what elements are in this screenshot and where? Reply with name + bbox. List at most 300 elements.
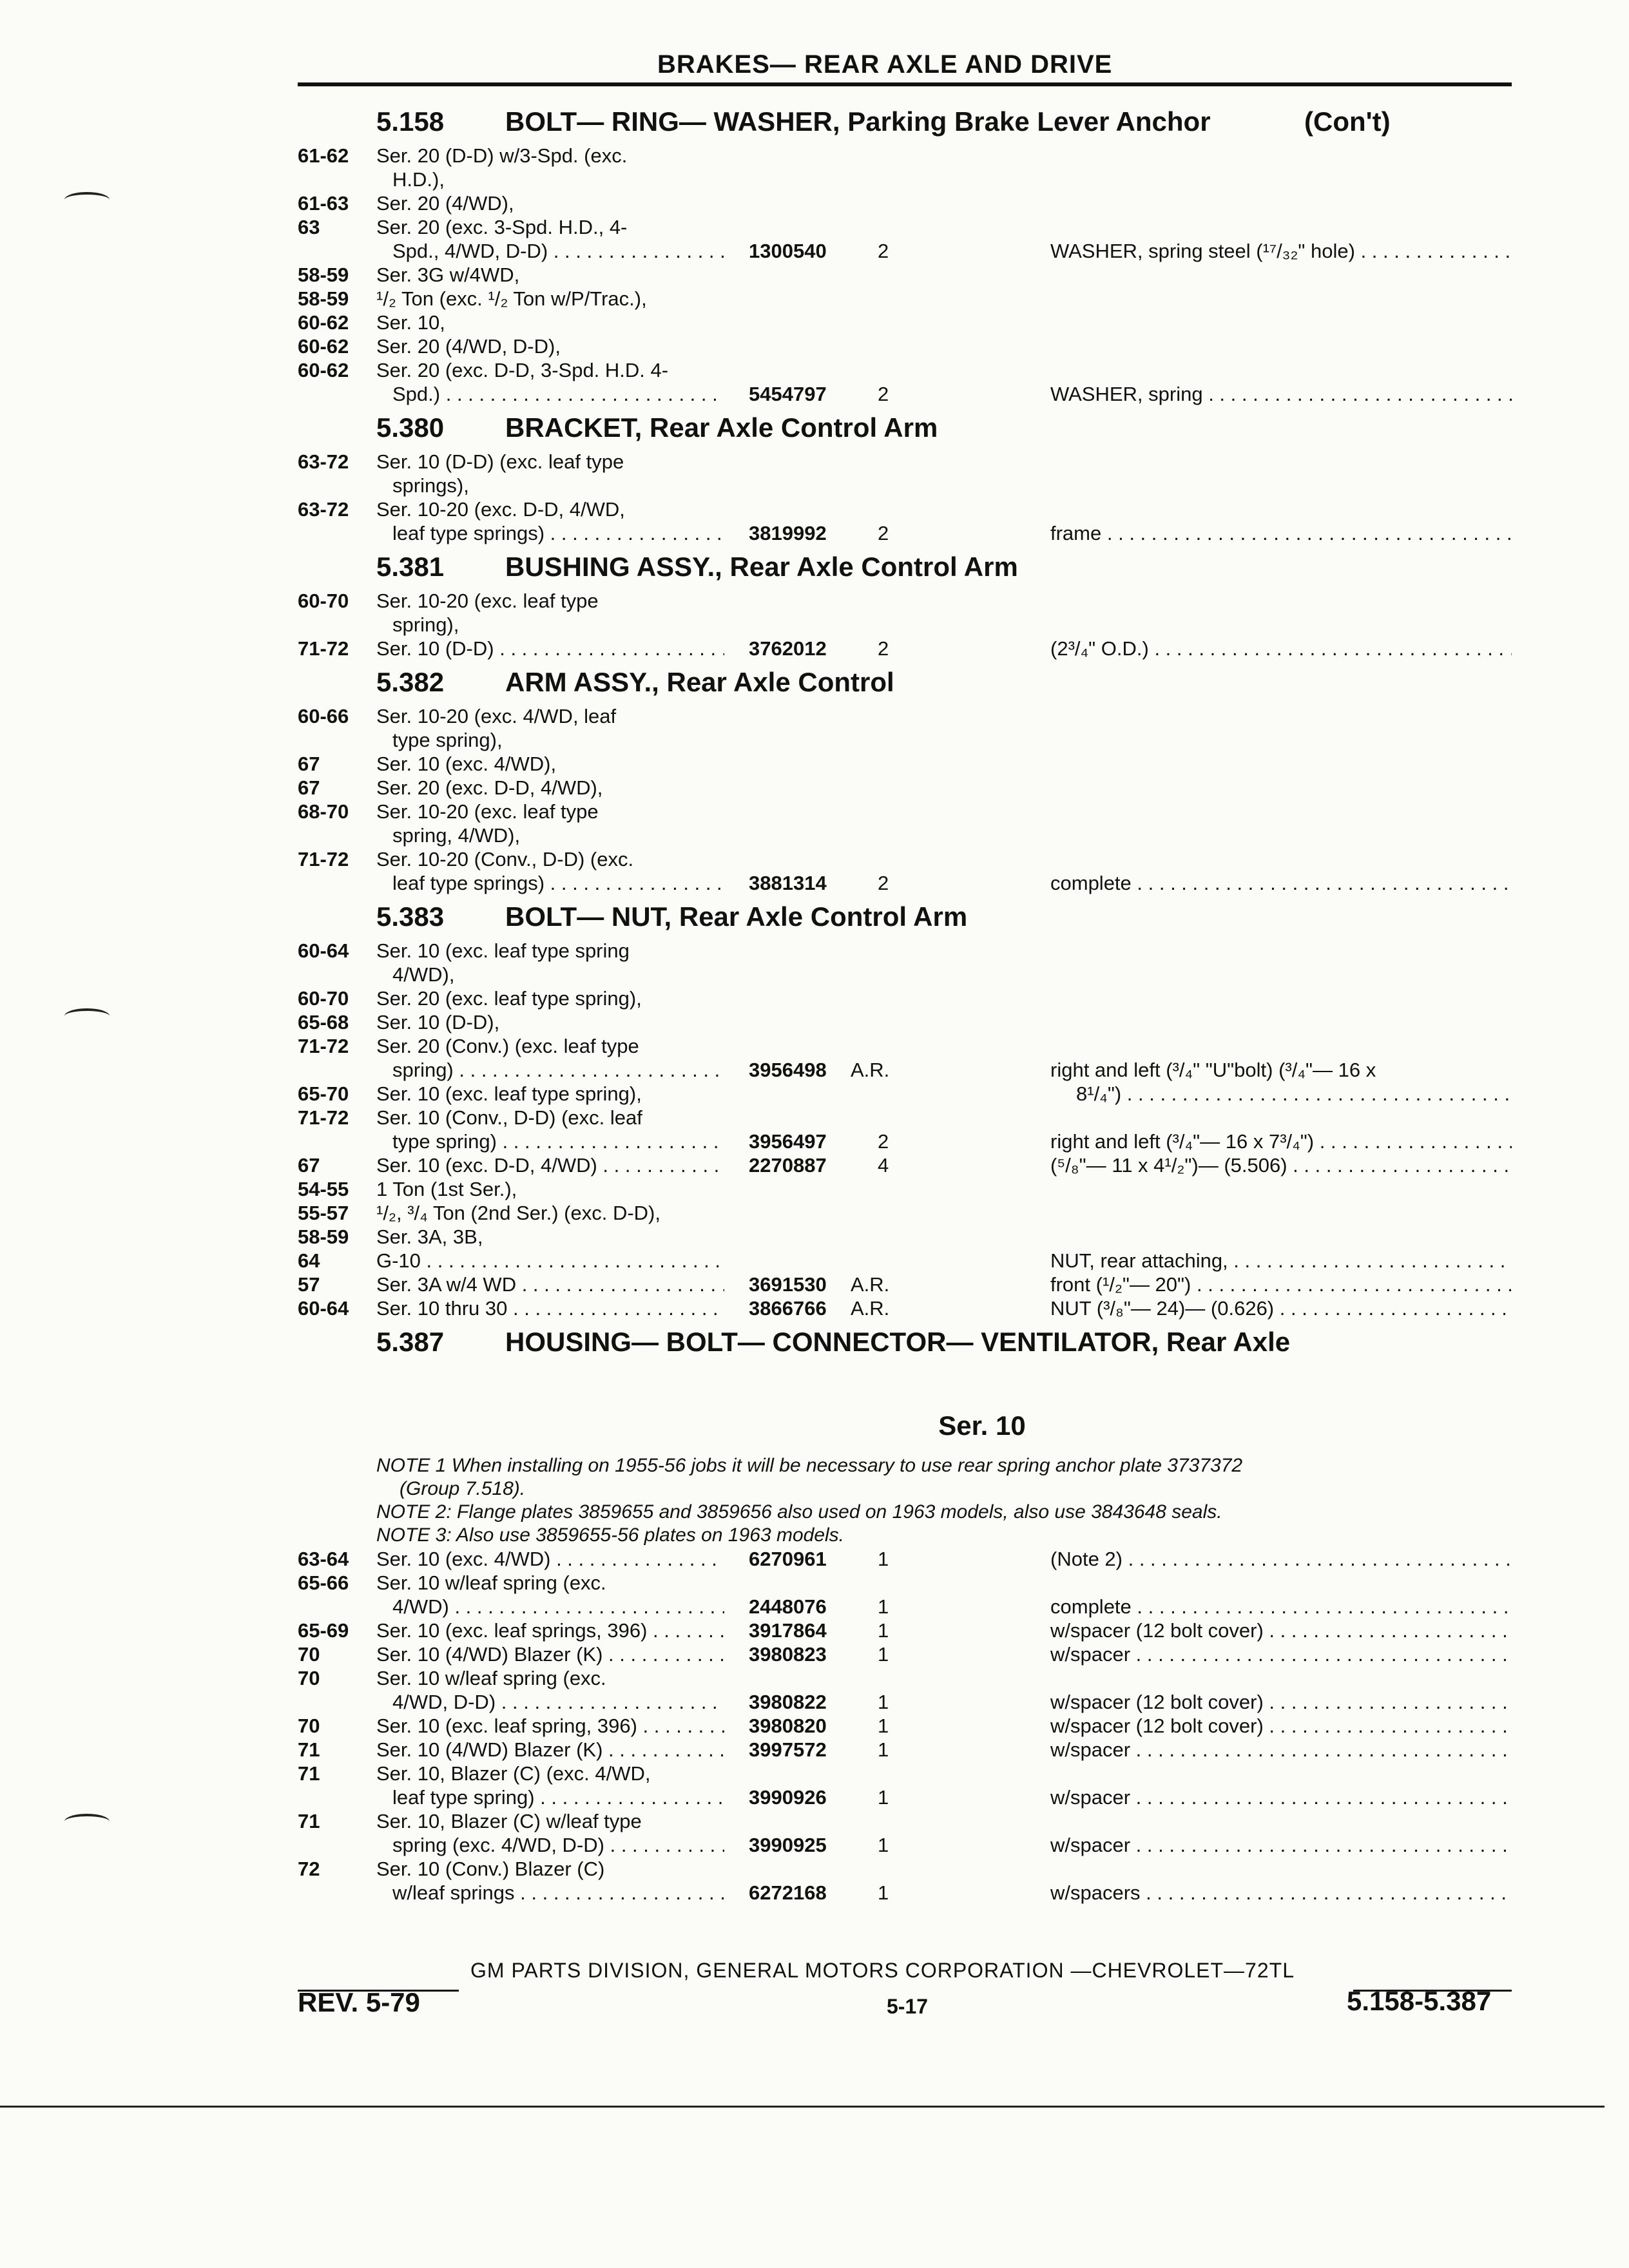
- application-description: [376, 1619, 724, 1642]
- remarks: [1050, 1153, 1512, 1177]
- parts-section: [298, 895, 1512, 1320]
- remark-line: w/spacer (12 bolt cover) . . .: [1050, 1714, 1512, 1738]
- description-line: Ser. 20 (exc. D-D, 3-Spd. H.D. 4-: [376, 359, 669, 381]
- table-row: [298, 847, 1512, 895]
- part-number: 2270887: [749, 1154, 827, 1177]
- remark-line: w/spacer . . .: [1050, 1833, 1512, 1857]
- application-description: [376, 1642, 724, 1666]
- section-title: [298, 406, 1512, 450]
- description-line: 4/WD, D-D) . . .: [376, 1690, 724, 1714]
- description-line: leaf type springs) . . .: [376, 871, 724, 895]
- table-row: [298, 1249, 1512, 1273]
- description-line: Ser. 10 (exc. leaf spring, 396) . . .: [376, 1714, 724, 1738]
- application-description: [376, 1249, 724, 1273]
- quantity: 1: [878, 1595, 889, 1618]
- model-years: 64: [298, 1249, 320, 1272]
- remarks: [1050, 1619, 1512, 1642]
- application-description: [376, 215, 724, 263]
- description-line: Ser. 20 (4/WD),: [376, 192, 514, 215]
- application-description: [376, 1106, 724, 1153]
- table-row: [298, 1010, 1512, 1034]
- description-line: Ser. 10 (exc. leaf type spring),: [376, 1082, 642, 1105]
- model-years: 60-70: [298, 987, 349, 1010]
- part-number: 3997572: [749, 1738, 827, 1761]
- model-years: 68-70: [298, 800, 349, 823]
- parts-section: [298, 406, 1512, 545]
- table-row: [298, 311, 1512, 334]
- quantity: 1: [878, 1834, 889, 1856]
- section-name: BRACKET, Rear Axle Control Arm: [505, 412, 938, 443]
- part-number: 6272168: [749, 1881, 827, 1904]
- description-line: Ser. 10-20 (Conv., D-D) (exc.: [376, 848, 634, 870]
- description-line: Ser. 10 (D-D) . . .: [376, 637, 724, 660]
- application-description: [376, 287, 724, 311]
- remark-line: complete . . .: [1050, 871, 1512, 895]
- application-description: [376, 589, 724, 637]
- model-years: 65-69: [298, 1619, 349, 1642]
- part-number: 3956498: [749, 1059, 827, 1081]
- description-line: Ser. 10 (exc. D-D, 4/WD) . . .: [376, 1153, 724, 1177]
- model-years: 60-62: [298, 335, 349, 358]
- remark-line: NUT (³/₈"— 24)— (0.626) . . .: [1050, 1296, 1512, 1320]
- model-years: 72: [298, 1858, 320, 1880]
- description-line: Ser. 20 (exc. D-D, 4/WD),: [376, 776, 603, 799]
- model-years: 70: [298, 1667, 320, 1689]
- model-years: 65-68: [298, 1011, 349, 1033]
- table-row: [298, 1106, 1512, 1153]
- description-line: Ser. 10-20 (exc. leaf type: [376, 800, 599, 823]
- series-subheading: Ser. 10: [938, 1410, 1026, 1441]
- parts-section: [298, 1320, 1512, 1905]
- description-line: Ser. 10 (D-D) (exc. leaf type: [376, 450, 624, 473]
- application-description: [376, 752, 724, 776]
- application-description: [376, 1296, 724, 1320]
- part-number: 3881314: [749, 872, 827, 894]
- table-row: [298, 144, 1512, 191]
- quantity: A.R.: [851, 1059, 890, 1081]
- application-description: [376, 776, 724, 800]
- section-title: [298, 895, 1512, 939]
- footer-section-range: 5.158-5.387: [1347, 1986, 1492, 2016]
- section-title: [298, 660, 1512, 704]
- application-description: [376, 1225, 724, 1249]
- table-row: [298, 1619, 1512, 1642]
- part-number: 3980823: [749, 1643, 827, 1666]
- application-description: [376, 1201, 724, 1225]
- quantity: 2: [878, 872, 889, 894]
- model-years: 67: [298, 1154, 320, 1177]
- table-row: [298, 704, 1512, 752]
- section-title: [298, 545, 1512, 589]
- description-line: Ser. 20 (Conv.) (exc. leaf type: [376, 1035, 639, 1057]
- description-line: Ser. 20 (D-D) w/3-Spd. (exc.: [376, 144, 628, 167]
- section-number: 5.158: [376, 106, 445, 137]
- remark-line: w/spacer (12 bolt cover) . . .: [1050, 1619, 1512, 1642]
- description-line: Ser. 10 (4/WD) Blazer (K) . . .: [376, 1738, 724, 1762]
- remarks: [1050, 521, 1512, 545]
- note-line: (Group 7.518).: [400, 1478, 526, 1499]
- application-description: [376, 497, 724, 545]
- section-number: 5.381: [376, 552, 445, 582]
- remarks: [1050, 1714, 1512, 1738]
- remarks: [1050, 239, 1512, 263]
- description-line: 1 Ton (1st Ser.),: [376, 1178, 517, 1200]
- description-line: H.D.),: [392, 168, 445, 191]
- model-years: 61-62: [298, 144, 349, 167]
- quantity: 2: [878, 1130, 889, 1153]
- application-description: [376, 1547, 724, 1571]
- quantity: 1: [878, 1643, 889, 1666]
- note-line: NOTE 1 When installing on 1955-56 jobs it will be necessary to use rear spring anchor plate 3737372: [376, 1455, 1243, 1476]
- table-row: [298, 1201, 1512, 1225]
- description-line: Ser. 10 w/leaf spring (exc.: [376, 1667, 606, 1689]
- section-name: BOLT— RING— WASHER, Parking Brake Lever Anchor: [505, 106, 1211, 137]
- description-line: Spd., 4/WD, D-D) . . .: [376, 239, 724, 263]
- application-description: [376, 939, 724, 986]
- description-line: Ser. 10 (exc. 4/WD),: [376, 753, 557, 775]
- model-years: 70: [298, 1715, 320, 1737]
- table-row: [298, 334, 1512, 358]
- punch-hole-mark: [64, 1008, 110, 1024]
- model-years: 65-70: [298, 1082, 349, 1105]
- quantity: A.R.: [851, 1273, 890, 1296]
- remark-line: complete . . .: [1050, 1595, 1512, 1619]
- part-number: 3917864: [749, 1619, 827, 1642]
- description-line: Ser. 20 (exc. 3-Spd. H.D., 4-: [376, 216, 628, 238]
- description-line: Ser. 10-20 (exc. leaf type: [376, 590, 599, 612]
- application-description: [376, 263, 724, 287]
- application-description: [376, 847, 724, 895]
- remarks: [1050, 637, 1512, 660]
- punch-hole-mark: [64, 192, 110, 207]
- application-description: [376, 986, 724, 1010]
- table-row: [298, 800, 1512, 847]
- remark-line: right and left (³/₄"— 16 x 7³/₄") . . .: [1050, 1129, 1512, 1153]
- quantity: 1: [878, 1715, 889, 1737]
- model-years: 54-55: [298, 1178, 349, 1200]
- part-number: 5454797: [749, 383, 827, 405]
- quantity: 2: [878, 637, 889, 660]
- description-line: type spring) . . .: [376, 1129, 724, 1153]
- parts-section: [298, 545, 1512, 660]
- description-line: Ser. 10 (Conv.) Blazer (C): [376, 1858, 605, 1880]
- table-row: [298, 497, 1512, 545]
- table-row: [298, 939, 1512, 986]
- quantity: A.R.: [851, 1297, 890, 1320]
- section-name: BUSHING ASSY., Rear Axle Control Arm: [505, 552, 1018, 582]
- part-number: 3990926: [749, 1786, 827, 1809]
- table-row: [298, 1177, 1512, 1201]
- part-number: 2448076: [749, 1595, 827, 1618]
- application-description: [376, 704, 724, 752]
- description-line: Ser. 10,: [376, 311, 445, 334]
- model-years: 71: [298, 1810, 320, 1832]
- remark-line: NUT, rear attaching, . . .: [1050, 1249, 1512, 1273]
- remark-line: w/spacer . . .: [1050, 1642, 1512, 1666]
- footer-corporation: GM PARTS DIVISION, GENERAL MOTORS CORPORATION —CHEVROLET—72TL: [470, 1959, 1295, 1982]
- description-line: Ser. 10-20 (exc. D-D, 4/WD,: [376, 498, 625, 521]
- table-row: [298, 1809, 1512, 1857]
- table-row: [298, 589, 1512, 637]
- table-row: [298, 1666, 1512, 1714]
- model-years: 60-64: [298, 939, 349, 962]
- remarks: [1050, 1273, 1512, 1296]
- description-line: Ser. 10, Blazer (C) w/leaf type: [376, 1810, 642, 1832]
- quantity: 1: [878, 1786, 889, 1809]
- remarks: [1050, 1738, 1512, 1762]
- remarks: [1050, 1595, 1512, 1619]
- part-number: 3762012: [749, 637, 827, 660]
- description-line: Ser. 3A w/4 WD . . .: [376, 1273, 724, 1296]
- application-description: [376, 1177, 724, 1201]
- application-description: [376, 450, 724, 497]
- application-description: [376, 334, 724, 358]
- punch-hole-mark: [64, 1814, 110, 1829]
- quantity: 1: [878, 1548, 889, 1570]
- remarks: [1050, 1642, 1512, 1666]
- description-line: Spd.) . . .: [376, 382, 724, 406]
- quantity: 1: [878, 1738, 889, 1761]
- model-years: 67: [298, 776, 320, 799]
- table-row: [298, 1225, 1512, 1249]
- description-line: G-10 . . .: [376, 1249, 724, 1273]
- model-years: 57: [298, 1273, 320, 1296]
- remarks: [1050, 871, 1512, 895]
- application-description: [376, 1714, 724, 1738]
- page-header: BRAKES— REAR AXLE AND DRIVE: [657, 50, 1113, 79]
- table-row: [298, 358, 1512, 406]
- part-number: 3990925: [749, 1834, 827, 1856]
- footer-page-number: 5-17: [887, 1995, 929, 2018]
- remarks: [1050, 1833, 1512, 1857]
- section-title: [298, 1320, 1512, 1364]
- description-line: leaf type spring) . . .: [376, 1785, 724, 1809]
- description-line: Ser. 3G w/4WD,: [376, 264, 520, 286]
- section-name: ARM ASSY., Rear Axle Control: [505, 667, 894, 697]
- table-row: [298, 1296, 1512, 1320]
- table-row: [298, 1714, 1512, 1738]
- table-row: [298, 450, 1512, 497]
- table-row: [298, 287, 1512, 311]
- note-line: NOTE 3: Also use 3859655-56 plates on 1963 models.: [376, 1524, 845, 1546]
- application-description: [376, 1571, 724, 1619]
- remark-line: frame . . .: [1050, 521, 1512, 545]
- description-line: Ser. 10 (exc. leaf type spring: [376, 939, 630, 962]
- remark-line: right and left (³/₄" "U"bolt) (³/₄"— 16 x: [1050, 1059, 1376, 1081]
- part-number: 3980820: [749, 1715, 827, 1737]
- quantity: 2: [878, 383, 889, 405]
- application-description: [376, 637, 724, 660]
- table-row: [298, 1153, 1512, 1177]
- description-line: Ser. 10-20 (exc. 4/WD, leaf: [376, 705, 617, 727]
- description-line: Ser. 20 (4/WD, D-D),: [376, 335, 561, 358]
- model-years: 63: [298, 216, 320, 238]
- application-description: [376, 144, 724, 191]
- remark-line: front (¹/₂"— 20") . . .: [1050, 1273, 1512, 1296]
- remark-line: w/spacer . . .: [1050, 1785, 1512, 1809]
- remarks: [1050, 1785, 1512, 1809]
- table-row: [298, 1547, 1512, 1571]
- model-years: 65-66: [298, 1571, 349, 1594]
- application-description: [376, 1666, 724, 1714]
- table-row: [298, 215, 1512, 263]
- application-description: [376, 191, 724, 215]
- model-years: 67: [298, 753, 320, 775]
- description-line: Ser. 10 (4/WD) Blazer (K) . . .: [376, 1642, 724, 1666]
- model-years: 60-66: [298, 705, 349, 727]
- description-line: Ser. 10, Blazer (C) (exc. 4/WD,: [376, 1762, 651, 1785]
- application-description: [376, 311, 724, 334]
- description-line: Ser. 10 thru 30 . . .: [376, 1296, 724, 1320]
- quantity: 1: [878, 1619, 889, 1642]
- remark-line: WASHER, spring . . .: [1050, 382, 1512, 406]
- application-description: [376, 1082, 724, 1106]
- table-row: [298, 263, 1512, 287]
- quantity: 2: [878, 240, 889, 262]
- part-number: 3956497: [749, 1130, 827, 1153]
- description-line: spring) . . .: [376, 1058, 724, 1082]
- description-line: 4/WD),: [392, 963, 455, 986]
- table-row: [298, 1571, 1512, 1619]
- application-description: [376, 1762, 724, 1809]
- model-years: 60-62: [298, 311, 349, 334]
- remarks: [1050, 1296, 1512, 1320]
- description-line: Ser. 10 w/leaf spring (exc.: [376, 1571, 606, 1594]
- parts-section: [298, 100, 1512, 406]
- application-description: [376, 1153, 724, 1177]
- model-years: 61-63: [298, 192, 349, 215]
- table-row: [298, 752, 1512, 776]
- model-years: 71: [298, 1762, 320, 1785]
- part-number: 6270961: [749, 1548, 827, 1570]
- description-line: Ser. 10 (D-D),: [376, 1011, 500, 1033]
- remark-line: (Note 2) . . .: [1050, 1547, 1512, 1571]
- remark-line: WASHER, spring steel (¹⁷/₃₂" hole) . . .: [1050, 239, 1512, 263]
- table-row: [298, 191, 1512, 215]
- description-line: springs),: [392, 474, 469, 497]
- description-line: ¹/₂ Ton (exc. ¹/₂ Ton w/P/Trac.),: [376, 287, 647, 310]
- description-line: 4/WD) . . .: [376, 1595, 724, 1619]
- section-number: 5.387: [376, 1327, 445, 1357]
- table-row: [298, 986, 1512, 1010]
- model-years: 71-72: [298, 1106, 349, 1129]
- remark-line: w/spacers . . .: [1050, 1881, 1512, 1905]
- table-row: [298, 1762, 1512, 1809]
- description-line: spring (exc. 4/WD, D-D) . . .: [376, 1833, 724, 1857]
- remark-line: (⁵/₈"— 11 x 4¹/₂")— (5.506) . . .: [1050, 1153, 1512, 1177]
- quantity: 1: [878, 1881, 889, 1904]
- bottom-rule: [0, 2106, 1605, 2108]
- model-years: 71-72: [298, 1035, 349, 1057]
- model-years: 63-72: [298, 450, 349, 473]
- table-row: [298, 1857, 1512, 1905]
- application-description: [376, 800, 724, 847]
- application-description: [376, 1809, 724, 1857]
- parts-section: [298, 660, 1512, 895]
- remarks: [1050, 1129, 1512, 1153]
- quantity: 4: [878, 1154, 889, 1177]
- application-description: [376, 1857, 724, 1905]
- remarks: [1050, 1690, 1512, 1714]
- model-years: 71: [298, 1738, 320, 1761]
- model-years: 71-72: [298, 637, 349, 660]
- part-number: 3980822: [749, 1691, 827, 1713]
- section-number: 5.380: [376, 412, 445, 443]
- description-line: spring, 4/WD),: [392, 824, 521, 847]
- table-row: [298, 1273, 1512, 1296]
- application-description: [376, 1034, 724, 1082]
- remark-line: 8¹/₄") . . .: [1050, 1082, 1512, 1106]
- table-row: [298, 776, 1512, 800]
- application-description: [376, 1273, 724, 1296]
- remarks: [1050, 382, 1512, 406]
- model-years: 71-72: [298, 848, 349, 870]
- model-years: 58-59: [298, 1225, 349, 1248]
- description-line: w/leaf springs . . .: [376, 1881, 724, 1905]
- table-row: [298, 1642, 1512, 1666]
- description-line: leaf type springs) . . .: [376, 521, 724, 545]
- model-years: 60-64: [298, 1297, 349, 1320]
- table-row: [298, 1738, 1512, 1762]
- model-years: 60-70: [298, 590, 349, 612]
- section-name: BOLT— NUT, Rear Axle Control Arm: [505, 901, 968, 932]
- application-description: [376, 1738, 724, 1762]
- remarks: [1050, 1249, 1512, 1273]
- model-years: 60-62: [298, 359, 349, 381]
- quantity: 1: [878, 1691, 889, 1713]
- continued-label: (Con't): [1304, 106, 1391, 137]
- header-rule: [298, 82, 1512, 86]
- description-line: Ser. 10 (exc. 4/WD) . . .: [376, 1547, 724, 1571]
- model-years: 58-59: [298, 264, 349, 286]
- section-title: [298, 100, 1512, 144]
- footer-revision: REV. 5-79: [298, 1987, 420, 2017]
- description-line: spring),: [392, 613, 459, 636]
- table-row: [298, 637, 1512, 660]
- description-line: Ser. 20 (exc. leaf type spring),: [376, 987, 642, 1010]
- notes-block: [376, 1454, 1512, 1547]
- remarks: [1050, 1881, 1512, 1905]
- part-number: 3691530: [749, 1273, 827, 1296]
- remark-line: w/spacer . . .: [1050, 1738, 1512, 1762]
- section-name: HOUSING— BOLT— CONNECTOR— VENTILATOR, Rear Axle: [505, 1327, 1291, 1357]
- parts-listing: [298, 100, 1512, 1905]
- section-number: 5.382: [376, 667, 445, 697]
- section-number: 5.383: [376, 901, 445, 932]
- model-years: 63-64: [298, 1548, 349, 1570]
- description-line: Ser. 10 (exc. leaf springs, 396) . . .: [376, 1619, 724, 1642]
- description-line: type spring),: [392, 729, 503, 751]
- remark-line: (2³/₄" O.D.) . . .: [1050, 637, 1512, 660]
- table-row: [298, 1082, 1512, 1106]
- quantity: 2: [878, 522, 889, 544]
- description-line: Ser. 3A, 3B,: [376, 1225, 483, 1248]
- remark-line: w/spacer (12 bolt cover) . . .: [1050, 1690, 1512, 1714]
- application-description: [376, 358, 724, 406]
- model-years: 55-57: [298, 1202, 349, 1224]
- note-line: NOTE 2: Flange plates 3859655 and 3859656 also used on 1963 models, also use 3843648 seals.: [376, 1501, 1222, 1523]
- part-number: 3866766: [749, 1297, 827, 1320]
- remarks: [1050, 1547, 1512, 1571]
- part-number: 3819992: [749, 522, 827, 544]
- part-number: 1300540: [749, 240, 827, 262]
- model-years: 70: [298, 1643, 320, 1666]
- model-years: 58-59: [298, 287, 349, 310]
- application-description: [376, 1010, 724, 1034]
- description-line: ¹/₂, ³/₄ Ton (2nd Ser.) (exc. D-D),: [376, 1202, 660, 1224]
- model-years: 63-72: [298, 498, 349, 521]
- description-line: Ser. 10 (Conv., D-D) (exc. leaf: [376, 1106, 642, 1129]
